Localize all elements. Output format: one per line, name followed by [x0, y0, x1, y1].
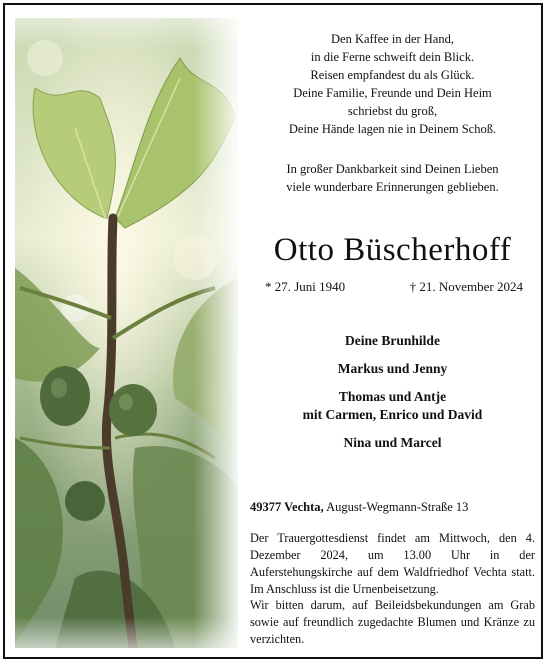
poem	[250, 30, 535, 138]
family-group	[250, 332, 535, 350]
birth-date: * 27. Juni 1940	[265, 279, 346, 294]
condolence-request: Wir bitten darum, auf Beileidsbekundungen am Grab sowie auf freundlich zugedachte Blumen und Kränze zu verzichten.	[250, 598, 535, 646]
service-info: Der Trauergottesdienst findet am Mittwoch, den 4. Dezember 2024, um 13.00 Uhr in der Auferstehungskirche auf dem Waldfriedhof Vechta statt. Im Anschluss ist die Urnenbeisetzung.	[250, 531, 535, 596]
family-line: Deine Brunhilde	[345, 333, 440, 348]
deceased-name: Otto Büscherhoff	[273, 232, 512, 268]
poem-line: Deine Hände lagen nie in Deinem Schoß.	[288, 122, 497, 136]
family-list	[250, 332, 535, 462]
address-street: August-Wegmann-Straße 13	[326, 500, 469, 514]
address	[250, 498, 535, 516]
fig-branch-photo	[15, 18, 238, 648]
family-group	[250, 360, 535, 378]
family-group	[250, 434, 535, 452]
fig-branch-illustration	[15, 18, 238, 648]
family-line: Thomas und Antje	[338, 389, 447, 404]
poem-line: Deine Familie, Freunde und Dein Heim	[293, 86, 492, 100]
family-line: Markus und Jenny	[337, 361, 448, 376]
address-city: 49377 Vechta,	[250, 500, 324, 514]
gratitude-line: viele wunderbare Erinnerungen geblieben.	[286, 180, 499, 194]
poem-line: Reisen empfandest du als Glück.	[310, 68, 475, 82]
poem-line: Den Kaffee in der Hand,	[331, 32, 454, 46]
family-group	[250, 388, 535, 424]
death-date: † 21. November 2024	[409, 279, 523, 294]
gratitude-line: In großer Dankbarkeit sind Deinen Lieben	[286, 162, 499, 176]
poem-line: schriebst du groß,	[347, 104, 438, 118]
poem-line: in die Ferne schweift dein Blick.	[310, 50, 475, 64]
family-line: Nina und Marcel	[343, 435, 442, 450]
family-line: mit Carmen, Enrico und David	[302, 407, 483, 422]
gratitude-text	[250, 160, 535, 196]
